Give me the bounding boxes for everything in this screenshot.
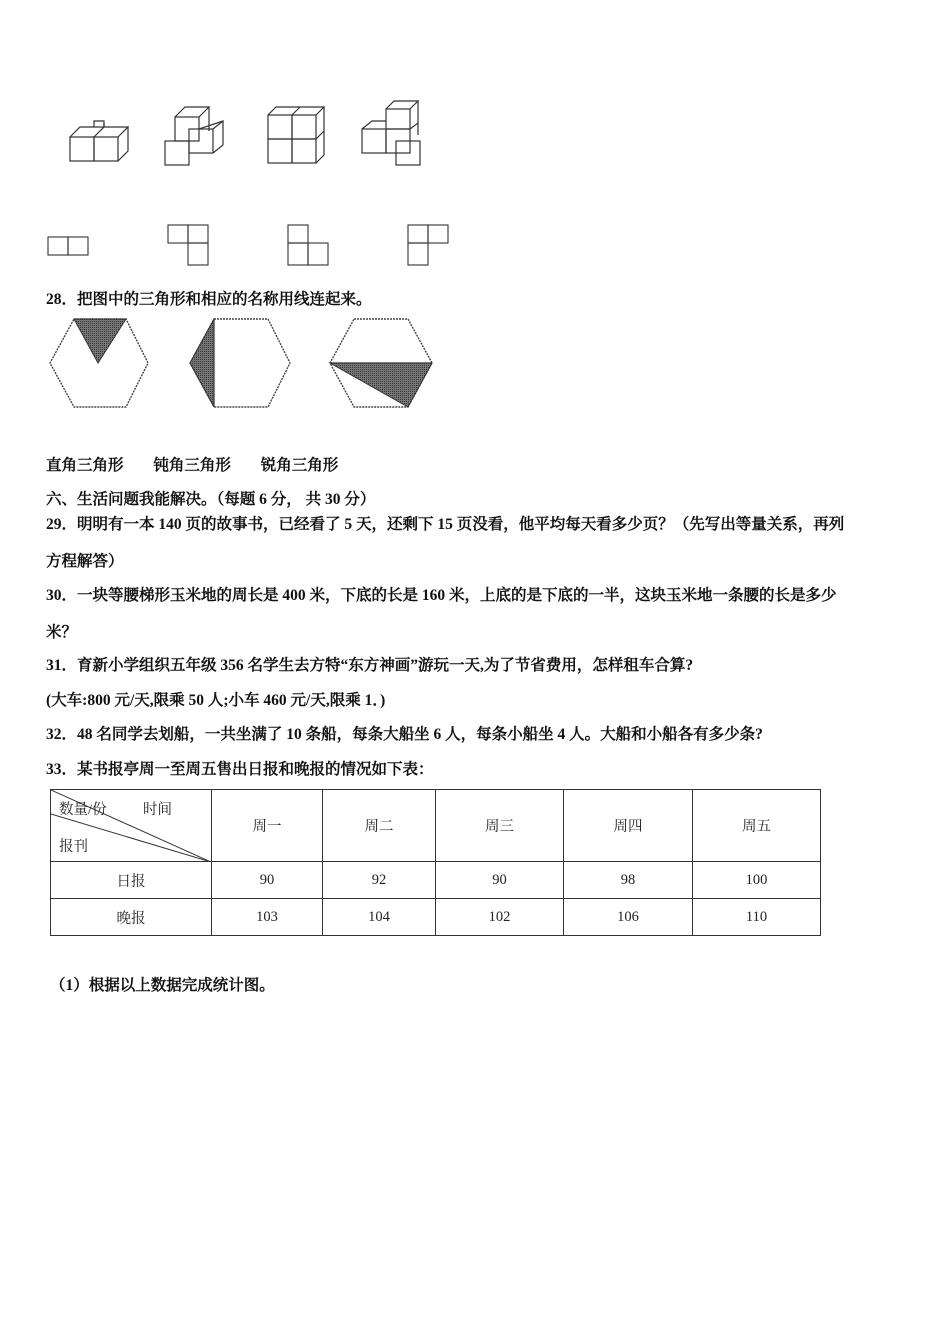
row-label: 晚报 [51,899,212,936]
table-cell: 106 [564,899,693,936]
table-cell: 104 [323,899,436,936]
table-header-row [51,790,821,862]
table-cell: 90 [436,862,564,899]
header-day: 周三 [436,790,564,862]
view-figures [40,215,460,275]
table-cell: 103 [212,899,323,936]
table-cell: 90 [212,862,323,899]
question-29-line1: 29．明明有一本 140 页的故事书，已经看了 5 天，还剩下 15 页没看，他平均每天看多少页？（先写出等量关系，再列 [46,516,845,533]
question-29-line2: 方程解答） [46,553,124,570]
header-day: 周一 [212,790,323,862]
question-30-line1: 30．一块等腰梯形玉米地的周长是 400 米，下底的长是 160 米，上底的是下底的一半，这块玉米地一条腰的长是多少 [46,587,837,604]
view-figure-3 [288,225,328,265]
table-corner-cell [51,790,212,862]
corner-time-label: 时间 [143,802,172,818]
corner-quantity-label: 数量/份 [59,802,107,818]
triangle-names [46,453,364,475]
question-30-line2: 米？ [46,624,78,641]
question-28: 28．把图中的三角形和相应的名称用线连起来。 [46,291,372,308]
name-obtuse-triangle: 钝角三角形 [153,457,231,474]
hexagon-figures [44,315,444,415]
header-day: 周二 [323,790,436,862]
corner-paper-label: 报刊 [59,839,88,855]
view-figure-2 [168,225,208,265]
table-row [51,862,821,899]
cube-figure-4 [362,101,420,165]
question-31-line1: 31．育新小学组织五年级 356 名学生去方特“东方神画”游玩一天,为了节省费用，怎样租车合算? [46,657,694,674]
table-cell: 98 [564,862,693,899]
hexagon-3 [330,319,432,407]
name-acute-triangle: 锐角三角形 [260,457,339,474]
hexagon-1 [50,319,148,407]
cube-figure-1 [70,121,128,161]
header-day: 周五 [693,790,821,862]
section-6-heading: 六、生活问题我能解决。（每题 6 分， 共 30 分） [46,491,376,508]
sales-table [50,789,821,936]
cube-figure-2 [165,107,223,165]
table-cell: 102 [436,899,564,936]
name-right-triangle: 直角三角形 [46,457,124,474]
question-31-line2: (大车:800 元/天,限乘 50 人;小车 460 元/天,限乘 1．) [46,692,386,709]
question-32: 32．48 名同学去划船，一共坐满了 10 条船，每条大船坐 6 人，每条小船坐 4 人。大船和小船各有多少条? [46,726,763,743]
table-cell: 110 [693,899,821,936]
cube-figures [40,95,460,175]
table-cell: 100 [693,862,821,899]
header-day: 周四 [564,790,693,862]
hexagon-2 [190,319,290,407]
view-figure-1 [48,237,88,255]
row-label: 日报 [51,862,212,899]
question-33: 33．某书报亭周一至周五售出日报和晚报的情况如下表： [46,761,434,778]
table-row [51,899,821,936]
question-33-sub1: （1）根据以上数据完成统计图。 [50,977,275,994]
table-cell: 92 [323,862,436,899]
cube-figure-3 [268,107,324,163]
view-figure-4 [408,225,448,265]
